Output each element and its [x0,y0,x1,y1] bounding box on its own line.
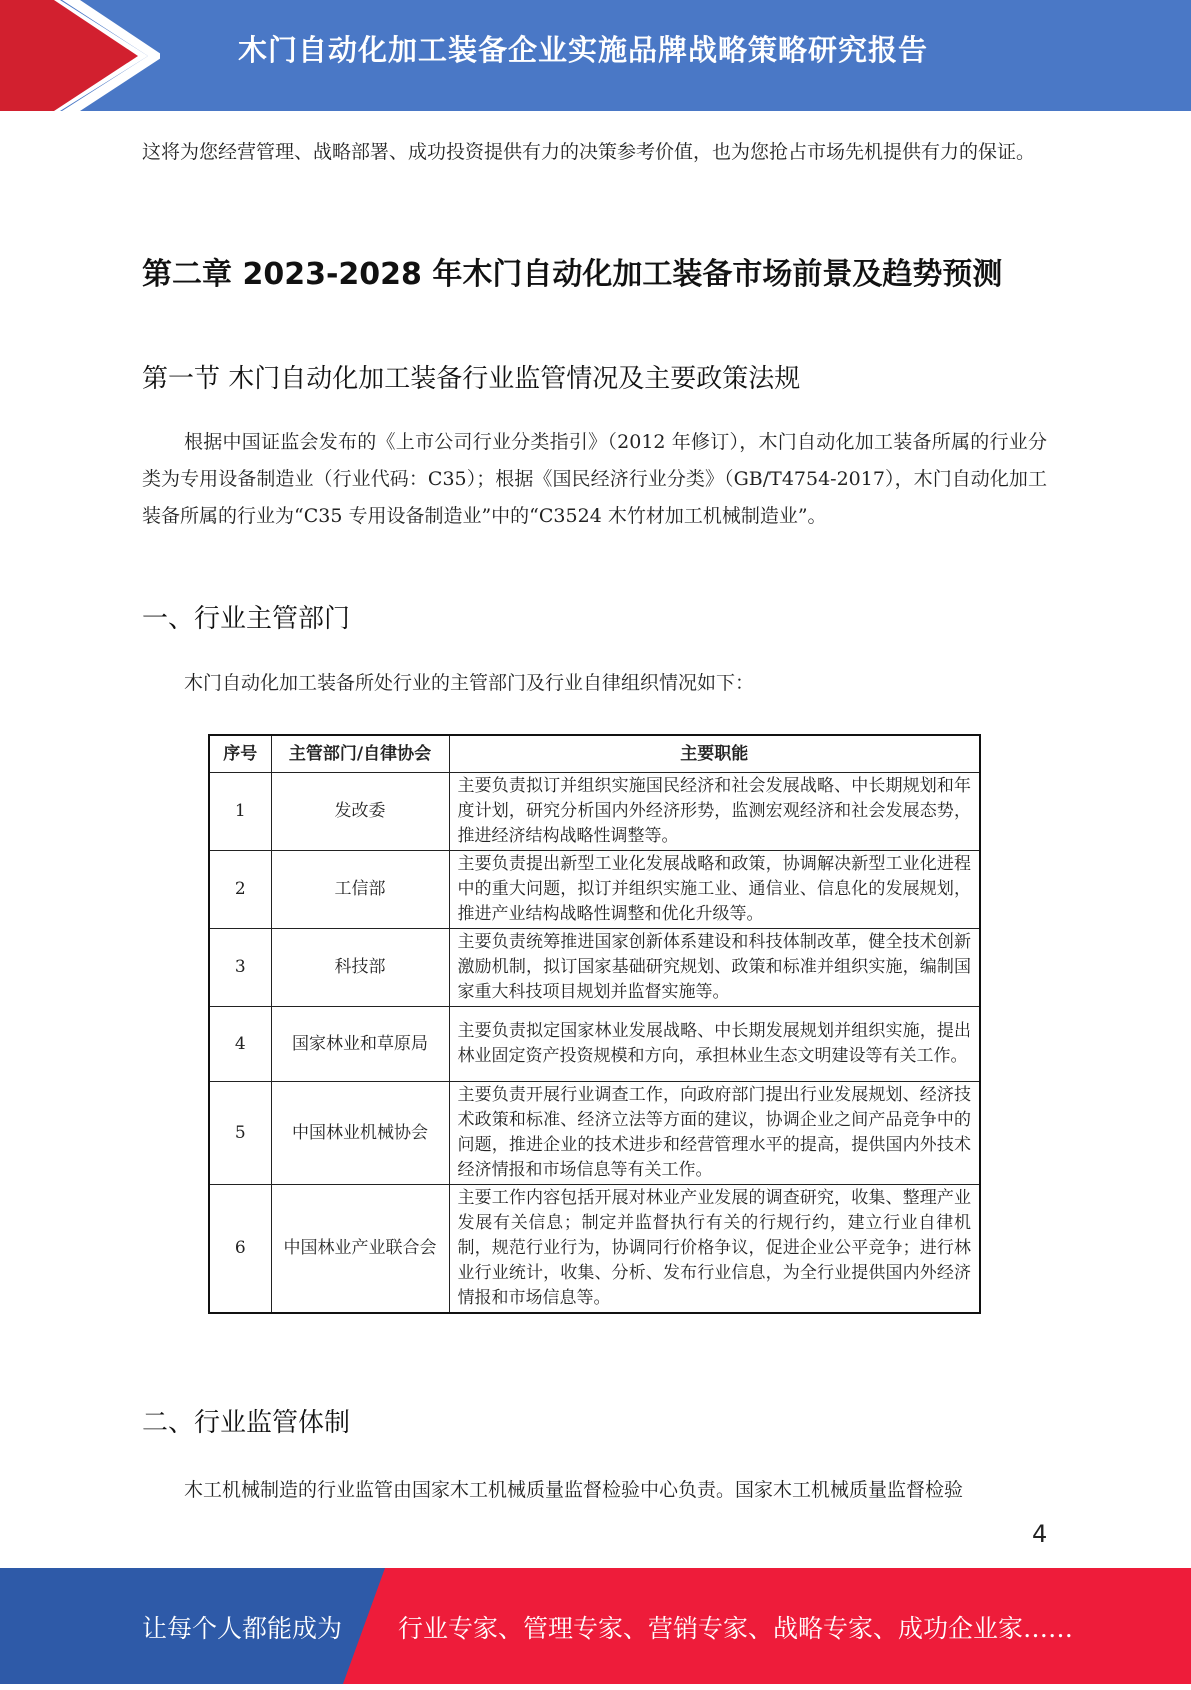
row-department: 中国林业产业联合会 [271,1185,449,1314]
header-cell-index: 序号 [209,735,271,773]
section-paragraph: 根据中国证监会发布的《上市公司行业分类指引》（2012 年修订），木门自动化加工装备所属的行业分类为专用设备制造业（行业代码：C35）；根据《国民经济行业分类》（GB/T4754-2017），木门自动化加工装备所属的行业为“C35 专用设备制造业”中的“C3524 木竹材加工机械制造业”。 [142,431,1047,527]
report-title: 木门自动化加工装备企业实施品牌战略策略研究报告 [238,33,929,67]
header-cell-function: 主要职能 [449,735,980,773]
page-header [0,0,1191,111]
section-block [142,424,1047,535]
table-row [209,1082,980,1185]
row-index: 5 [209,1082,271,1185]
department-table [208,734,981,1314]
table-header-row [209,735,980,773]
page-number: 4 [1032,1520,1048,1548]
row-function: 主要负责开展行业调查工作，向政府部门提出行业发展规划、经济技术政策和标准、经济立法等方面的建议，协调企业之间产品竞争中的问题，推进企业的技术进步和经营管理水平的提高，提供国内外技术经济情报和市场信息等有关工作。 [449,1082,980,1185]
row-index: 1 [209,773,271,851]
row-function: 主要负责提出新型工业化发展战略和政策，协调解决新型工业化进程中的重大问题，拟订并组织实施工业、通信业、信息化的发展规划，推进产业结构战略性调整和优化升级等。 [449,851,980,929]
footer-slogan-right: 行业专家、管理专家、营销专家、战略专家、成功企业家…… [398,1614,1074,1643]
footer-slogan-left: 让每个人都能成为 [142,1614,343,1643]
header-cell-department: 主管部门/自律协会 [271,735,449,773]
page-footer [0,1568,1191,1684]
row-index: 3 [209,929,271,1007]
table-row [209,773,980,851]
subsection-block-1 [142,665,1047,702]
table-row [209,1007,980,1082]
subsection-paragraph-1: 木门自动化加工装备所处行业的主管部门及行业自律组织情况如下： [184,672,755,694]
subsection-title-2: 二、行业监管体制 [142,1408,351,1438]
chevron-arrow-icon [0,0,160,111]
row-department: 工信部 [271,851,449,929]
row-department: 中国林业机械协会 [271,1082,449,1185]
intro-paragraph: 这将为您经营管理、战略部署、成功投资提供有力的决策参考价值，也为您抢占市场先机提供有力的保证。 [142,141,1036,163]
subsection-block-2 [142,1472,1047,1509]
row-function: 主要工作内容包括开展对林业产业发展的调查研究，收集、整理产业发展有关信息；制定并监督执行有关的行规行约，建立行业自律机制，规范行业行为，协调同行价格争议，促进企业公平竞争；进行林业行业统计，收集、分析、发布行业信息，为全行业提供国内外经济情报和市场信息等。 [449,1185,980,1314]
row-index: 6 [209,1185,271,1314]
table-row [209,851,980,929]
section-title: 第一节 木门自动化加工装备行业监管情况及主要政策法规 [142,364,801,394]
row-department: 国家林业和草原局 [271,1007,449,1082]
subsection-paragraph-2: 木工机械制造的行业监管由国家木工机械质量监督检验中心负责。国家木工机械质量监督检验 [184,1479,964,1501]
intro-block [142,134,1047,171]
chapter-title: 第二章 2023-2028 年木门自动化加工装备市场前景及趋势预测 [142,257,1003,292]
row-department: 发改委 [271,773,449,851]
subsection-title-1: 一、行业主管部门 [142,604,351,634]
row-department: 科技部 [271,929,449,1007]
row-index: 2 [209,851,271,929]
table-row [209,1185,980,1314]
row-function: 主要负责拟订并组织实施国民经济和社会发展战略、中长期规划和年度计划，研究分析国内外经济形势，监测宏观经济和社会发展态势，推进经济结构战略性调整等。 [449,773,980,851]
row-function: 主要负责拟定国家林业发展战略、中长期发展规划并组织实施，提出林业固定资产投资规模和方向，承担林业生态文明建设等有关工作。 [449,1007,980,1082]
row-index: 4 [209,1007,271,1082]
table-row [209,929,980,1007]
row-function: 主要负责统筹推进国家创新体系建设和科技体制改革，健全技术创新激励机制，拟订国家基础研究规划、政策和标准并组织实施，编制国家重大科技项目规划并监督实施等。 [449,929,980,1007]
